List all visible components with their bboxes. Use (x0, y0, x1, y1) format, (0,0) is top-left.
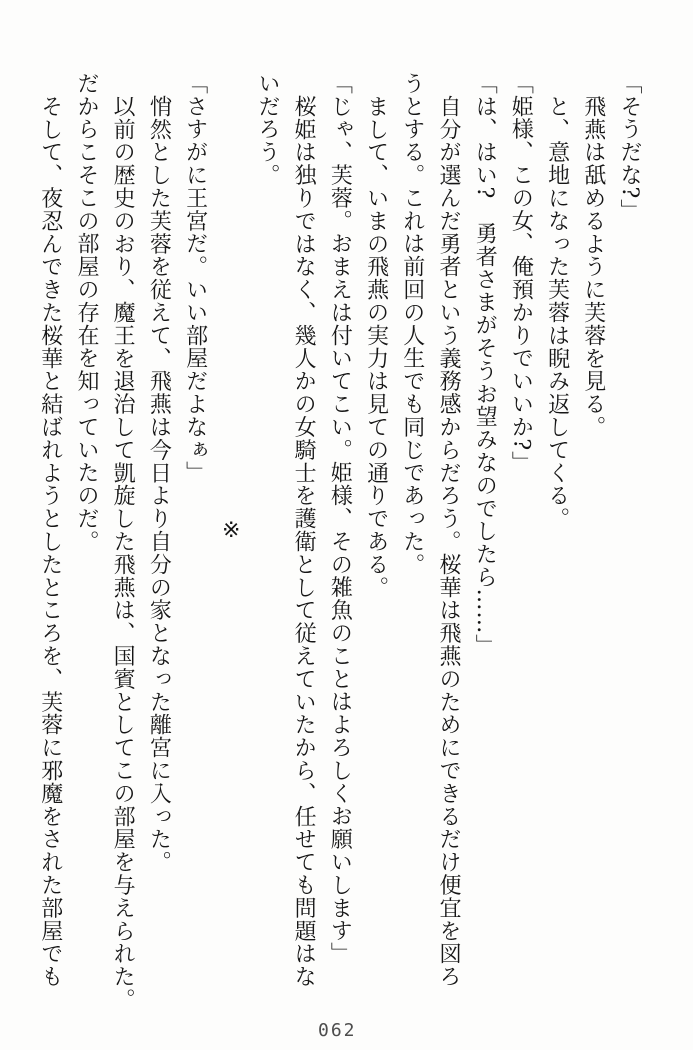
text-line: うとする。これは前回の人生でも同じであった。 (399, 72, 425, 576)
text-line: そして、夜忍んできた桜華と結ばれようとしたところを、芙蓉に邪魔をされた部屋でも (37, 95, 63, 989)
text-line: と、意地になった芙蓉は睨み返してくる。 (544, 95, 570, 531)
text-line: 以前の歴史のおり、魔王を退治して凱旋した飛燕は、国賓としてこの部屋を与えられた。 (110, 95, 136, 1011)
text-line: 「じゃ、芙蓉。おまえは付いてこい。姫様、その雑魚のことはよろしくお願いします」 (327, 72, 353, 966)
text-line: 「さすがに王宮だ。いい部屋だよなぁ」 (182, 72, 208, 485)
text-line: 悄然とした芙蓉を従えて、飛燕は今日より自分の家となった離宮に入った。 (146, 95, 172, 874)
section-divider: ※ (218, 518, 244, 544)
text-line: 「姫様、この女、俺預かりでいいか?」 (508, 72, 534, 474)
text-line: だからこそこの部屋の存在を知っていたのだ。 (73, 72, 99, 553)
text-line: いだろう。 (254, 72, 280, 187)
text-line: 「そうだな?」 (617, 72, 642, 223)
text-line: 桜姫は独りではなく、幾人かの女騎士を護衛として従えていたから、任せても問題はな (291, 95, 317, 989)
text-line: 自分が選んだ勇者という義務感からだろう。桜華は飛燕のためにできるだけ便宜を図ろ (435, 95, 461, 989)
text-line: 「は、はい? 勇者さまがそうお望みなのでしたら……」 (472, 72, 498, 658)
text-line: まして、いまの飛燕の実力は見ての通りである。 (363, 95, 389, 599)
text-line: 飛燕は舐めるように芙蓉を見る。 (580, 95, 606, 439)
page-number: 062 (318, 1020, 357, 1041)
page-text-block (32, 72, 647, 1011)
